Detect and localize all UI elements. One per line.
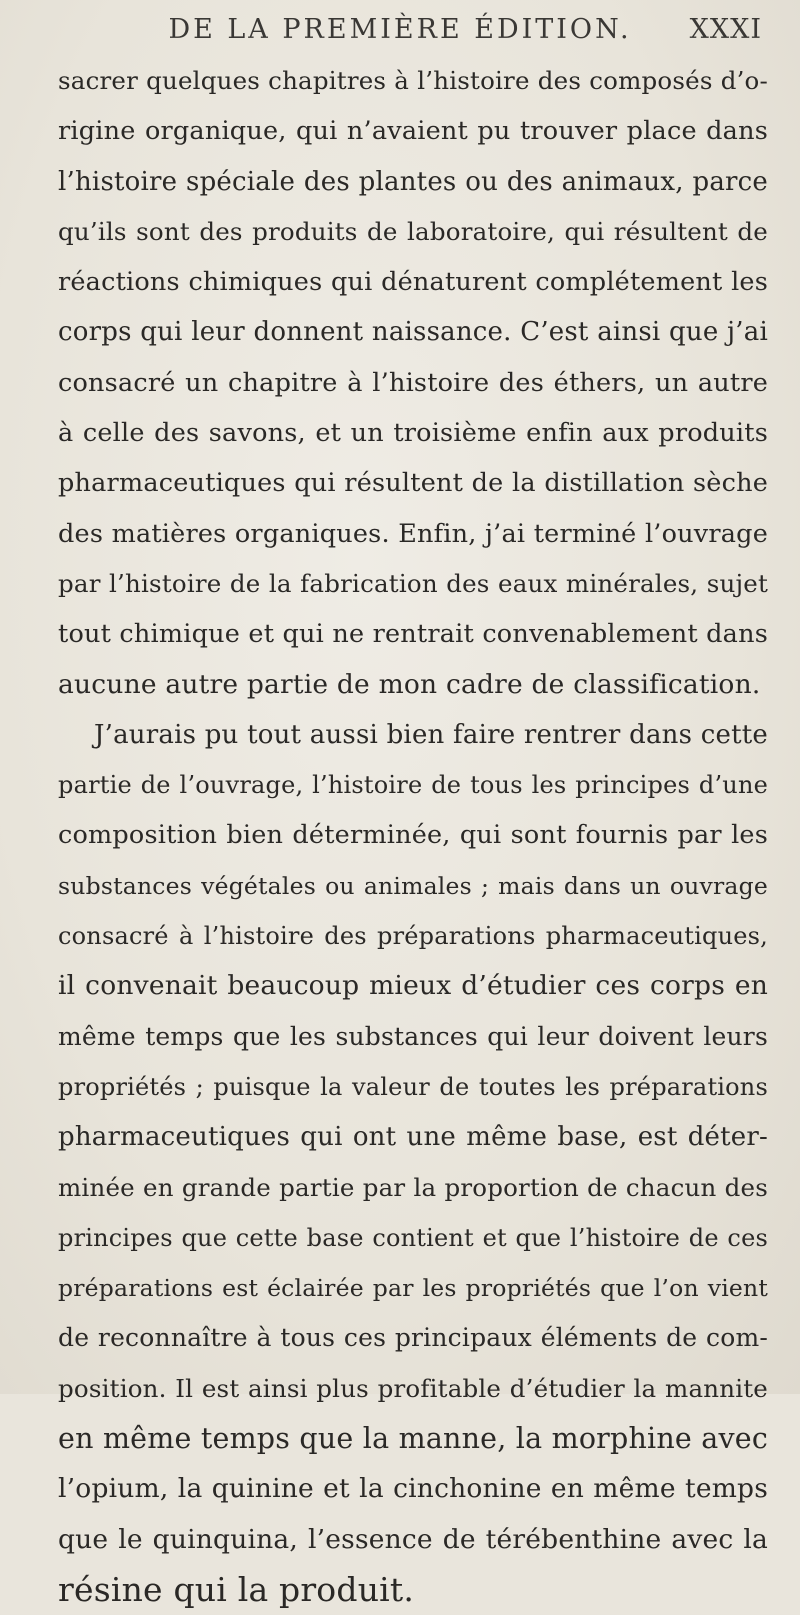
text-line: composition bien déterminée, qui sont fournis par les — [58, 820, 768, 851]
text-line: que le quinquina, l’essence de térébenthine avec la — [58, 1523, 768, 1555]
text-line: réactions chimiques qui dénaturent complétement les — [58, 267, 768, 298]
page-header — [0, 6, 800, 46]
text-line: propriétés ; puisque la valeur de toutes les préparations — [58, 1072, 768, 1101]
text-line: principes que cette base contient et que l’histoire de ces — [58, 1223, 768, 1252]
text-line: minée en grande partie par la proportion de chacun des — [58, 1172, 768, 1202]
text-line: partie de l’ouvrage, l’histoire de tous les principes d’une — [58, 771, 768, 800]
text-line: préparations est éclairée par les propriétés que l’on vient — [58, 1274, 768, 1303]
text-line: par l’histoire de la fabrication des eaux minérales, sujet — [58, 568, 768, 598]
paragraph-end-line: résine qui la produit. — [58, 1569, 415, 1609]
text-line: qu’ils sont des produits de laboratoire, qui résultent de — [58, 216, 768, 246]
text-line: l’opium, la quinine et la cinchonine en même temps — [58, 1473, 768, 1505]
running-title: DE LA PREMIÈRE ÉDITION. — [168, 14, 632, 45]
text-line: substances végétales ou animales ; mais dans un ouvrage — [58, 871, 768, 900]
text-line: à celle des savons, et un troisième enfin aux produits — [58, 418, 768, 449]
page-number: XXXI — [689, 14, 762, 45]
text-line: pharmaceutiques qui résultent de la distillation sèche — [58, 468, 768, 499]
text-line: il convenait beaucoup mieux d’étudier ces corps en — [58, 970, 768, 1002]
paragraph-first-line: J’aurais pu tout aussi bien faire rentrer dans cette — [94, 719, 768, 750]
text-line: tout chimique et qui ne rentrait convenablement dans — [58, 619, 768, 650]
text-line: des matières organiques. Enfin, j’ai terminé l’ouvrage — [58, 518, 768, 549]
body-text — [58, 56, 768, 1615]
paragraph-end-line: aucune autre partie de mon cadre de classification. — [58, 668, 761, 700]
text-line: rigine organique, qui n’avaient pu trouver place dans — [58, 116, 768, 147]
text-line: consacré un chapitre à l’histoire des éthers, un autre — [58, 367, 768, 398]
text-line: pharmaceutiques qui ont une même base, est déter- — [58, 1122, 768, 1153]
text-line: de reconnaître à tous ces principaux éléments de com- — [58, 1323, 768, 1353]
text-line: même temps que les substances qui leur doivent leurs — [58, 1021, 768, 1051]
text-line: corps qui leur donnent naissance. C’est ainsi que j’ai — [58, 317, 768, 348]
text-line: sacrer quelques chapitres à l’histoire des composés d’o- — [58, 66, 768, 95]
text-line: en même temps que la manne, la morphine avec — [58, 1422, 768, 1456]
text-line: l’histoire spéciale des plantes ou des animaux, parce — [58, 166, 768, 197]
text-line: consacré à l’histoire des préparations pharmaceutiques, — [58, 922, 768, 951]
text-line: position. Il est ainsi plus profitable d’étudier la mannite — [58, 1373, 768, 1403]
